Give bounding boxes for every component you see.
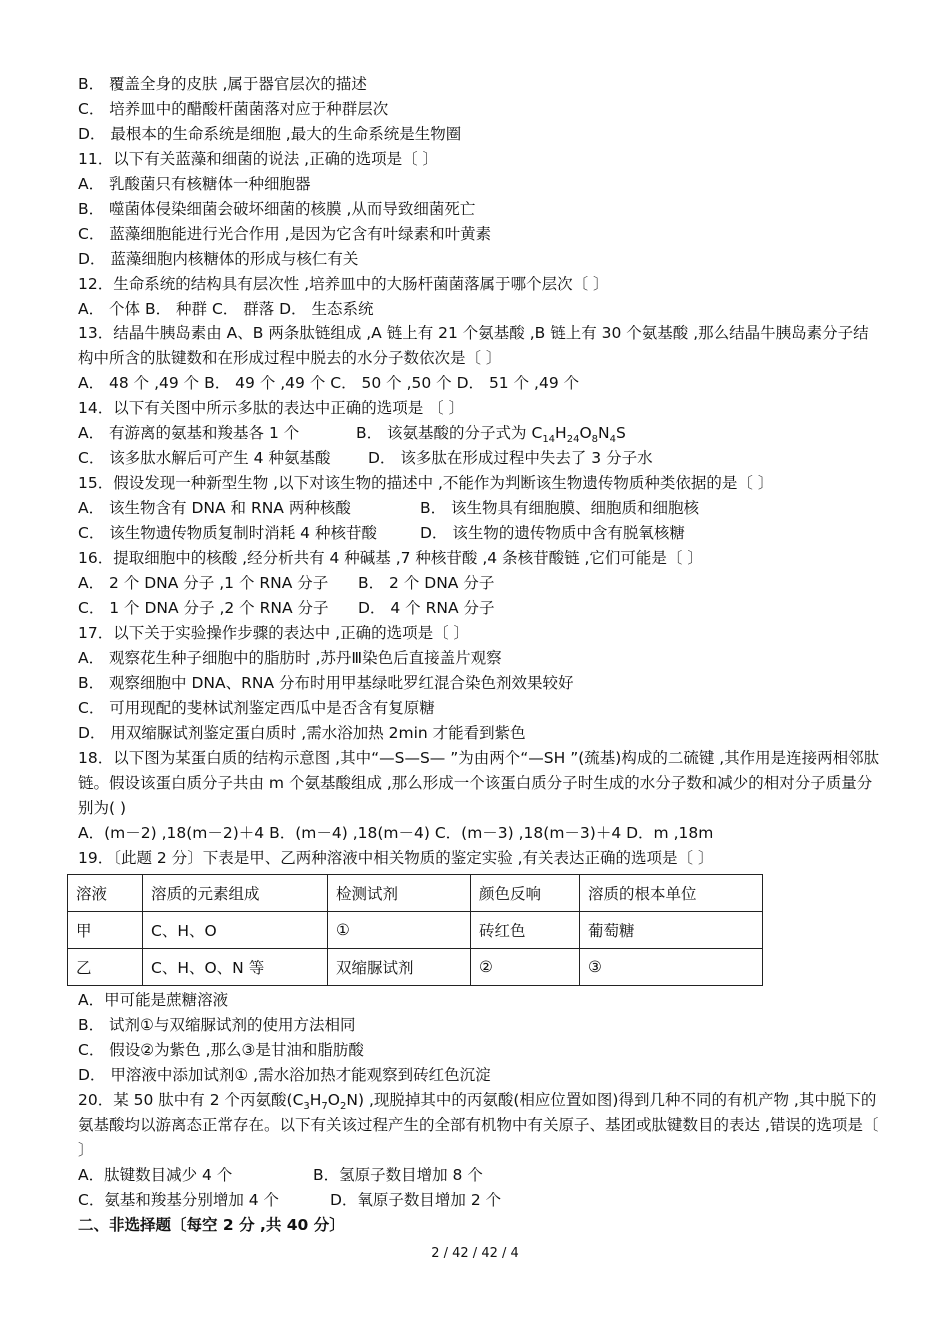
option-line: B． 覆盖全身的皮肤 ,属于器官层次的描述 [78,75,367,93]
option-line: B． 噬菌体侵染细菌会破坏细菌的核膜 ,从而导致细菌死亡 [78,200,476,218]
option-line: D． 该生物的遗传物质中含有脱氧核糖 [420,524,685,542]
option-line: A．甲可能是蔗糖溶液 [78,991,229,1009]
page-footer: 2 / 42 / 42 / 4 [431,1246,519,1261]
option-line: C． 可用现配的斐林试剂鉴定西瓜中是否含有复原糖 [78,699,435,717]
question-20: 20．某 50 肽中有 2 个丙氨酸$(C_3H_7O_2N)$ ,现脱掉其中的丙氨酸(相应位置如图)得到几种不同的有机产物 ,其中脱下的氨基酸均以游离态正常存在。以下有关该过程产生的全部有机物中有关原子、基团或肽键数目的表达 ,错误的选项是〔 〕 [78,1091,879,1159]
data-table [67,874,763,986]
table-header-cell: 溶质的根本单位 [580,875,763,912]
table-row [68,912,763,949]
option-line: A．(m－2) ,18(m－2)＋4 B．(m－4) ,18(m－4) C．(m－3) ,18(m－3)＋4 D．m ,18m [78,824,714,842]
option-line: A． 观察花生种子细胞中的脂肪时 ,苏丹Ⅲ染色后直接盖片观察 [78,649,502,667]
table-cell: 砖红色 [471,912,580,949]
table-cell: ③ [580,949,763,986]
option-line: B． 试剂①与双缩脲试剂的使用方法相同 [78,1016,356,1034]
option-line-formula: B． 该氨基酸的分子式为 $C_{14}H_{24}O_8N_4S$ [356,424,626,446]
table-cell: 乙 [68,949,143,986]
option-line: C． 1 个 DNA 分子 ,2 个 RNA 分子 [78,599,329,617]
option-line: A． 个体 B． 种群 C． 群落 D． 生态系统 [78,300,374,318]
table-cell: 葡萄糖 [580,912,763,949]
option-line: C． 蓝藻细胞能进行光合作用 ,是因为它含有叶绿素和叶黄素 [78,225,492,243]
option-line: C． 该多肽水解后可产生 4 种氨基酸 [78,449,331,467]
option-line: C． 该生物遗传物质复制时消耗 4 种核苷酸 [78,524,377,542]
option-line: D．氧原子数目增加 2 个 [330,1191,502,1209]
table-cell: 甲 [68,912,143,949]
table-header-cell: 溶质的元素组成 [143,875,328,912]
question-15: 15．假设发现一种新型生物 ,以下对该生物的描述中 ,不能作为判断该生物遗传物质种类依据的是〔 〕 [78,474,774,492]
option-line: D． 蓝藻细胞内核糖体的形成与核仁有关 [78,250,359,268]
question-12: 12．生命系统的结构具有层次性 ,培养皿中的大肠杆菌菌落属于哪个层次〔 〕 [78,275,609,293]
option-line: D． 4 个 RNA 分子 [358,599,495,617]
section-heading: 二、非选择题〔每空 2 分 ,共 40 分〕 [78,1216,345,1234]
question-19: 19．〔此题 2 分〕下表是甲、乙两种溶液中相关物质的鉴定实验 ,有关表达正确的选项是〔 〕 [78,849,714,867]
question-18: 18．以下图为某蛋白质的结构示意图 ,其中“—S—S— ”为由两个“—SH ”(巯基)构成的二硫键 ,其作用是连接两相邻肽链。假设该蛋白质分子共由 m 个氨基酸组成 ,那么形成一个该蛋白质分子时生成的水分子数和减少的相对分子质量分别为( ) [78,749,880,817]
table-header-row [68,875,763,912]
option-line: B． 2 个 DNA 分子 [358,574,495,592]
option-line: B． 观察细胞中 DNA、RNA 分布时用甲基绿吡罗红混合染色剂效果较好 [78,674,574,692]
question-11: 11．以下有关蓝藻和细菌的说法 ,正确的选项是〔 〕 [78,150,439,168]
table-header-cell: 检测试剂 [328,875,471,912]
table-header-cell: 溶液 [68,875,143,912]
option-line: D． 用双缩脲试剂鉴定蛋白质时 ,需水浴加热 2min 才能看到紫色 [78,724,526,742]
table-header-cell: 颜色反响 [471,875,580,912]
question-14: 14．以下有关图中所示多肽的表达中正确的选项是 〔 〕 [78,399,465,417]
option-line: A． 该生物含有 DNA 和 RNA 两种核酸 [78,499,351,517]
option-line: A．肽键数目减少 4 个 [78,1166,233,1184]
option-line: D． 该多肽在形成过程中失去了 3 分子水 [368,449,653,467]
option-line: C．氨基和羧基分别增加 4 个 [78,1191,280,1209]
question-17: 17．以下关于实验操作步骤的表达中 ,正确的选项是〔 〕 [78,624,470,642]
table-cell: 双缩脲试剂 [328,949,471,986]
option-line: A． 48 个 ,49 个 B． 49 个 ,49 个 C． 50 个 ,50 个 D． 51 个 ,49 个 [78,374,580,392]
table-cell: C、H、O、N 等 [143,949,328,986]
option-line: B．氢原子数目增加 8 个 [313,1166,483,1184]
option-line: A． 有游离的氨基和羧基各 1 个 [78,424,300,442]
option-line: D． 甲溶液中添加试剂① ,需水浴加热才能观察到砖红色沉淀 [78,1066,491,1084]
option-line: A． 2 个 DNA 分子 ,1 个 RNA 分子 [78,574,329,592]
table-cell: ① [328,912,471,949]
table-cell: ② [471,949,580,986]
option-line: B． 该生物具有细胞膜、细胞质和细胞核 [420,499,700,517]
option-line: C． 假设②为紫色 ,那么③是甘油和脂肪酸 [78,1041,364,1059]
question-13: 13．结晶牛胰岛素由 A、B 两条肽链组成 ,A 链上有 21 个氨基酸 ,B 链上有 30 个氨基酸 ,那么结晶牛胰岛素分子结构中所含的肽键数和在形成过程中脱去的水分子数依次是〔 〕 [78,324,869,367]
question-16: 16．提取细胞中的核酸 ,经分析共有 4 种碱基 ,7 种核苷酸 ,4 条核苷酸链 ,它们可能是〔 〕 [78,549,703,567]
table-cell: C、H、O [143,912,328,949]
option-line: A． 乳酸菌只有核糖体一种细胞器 [78,175,311,193]
option-line: C． 培养皿中的醋酸杆菌菌落对应于种群层次 [78,100,389,118]
option-line: D． 最根本的生命系统是细胞 ,最大的生命系统是生物圈 [78,125,462,143]
table-row [68,949,763,986]
